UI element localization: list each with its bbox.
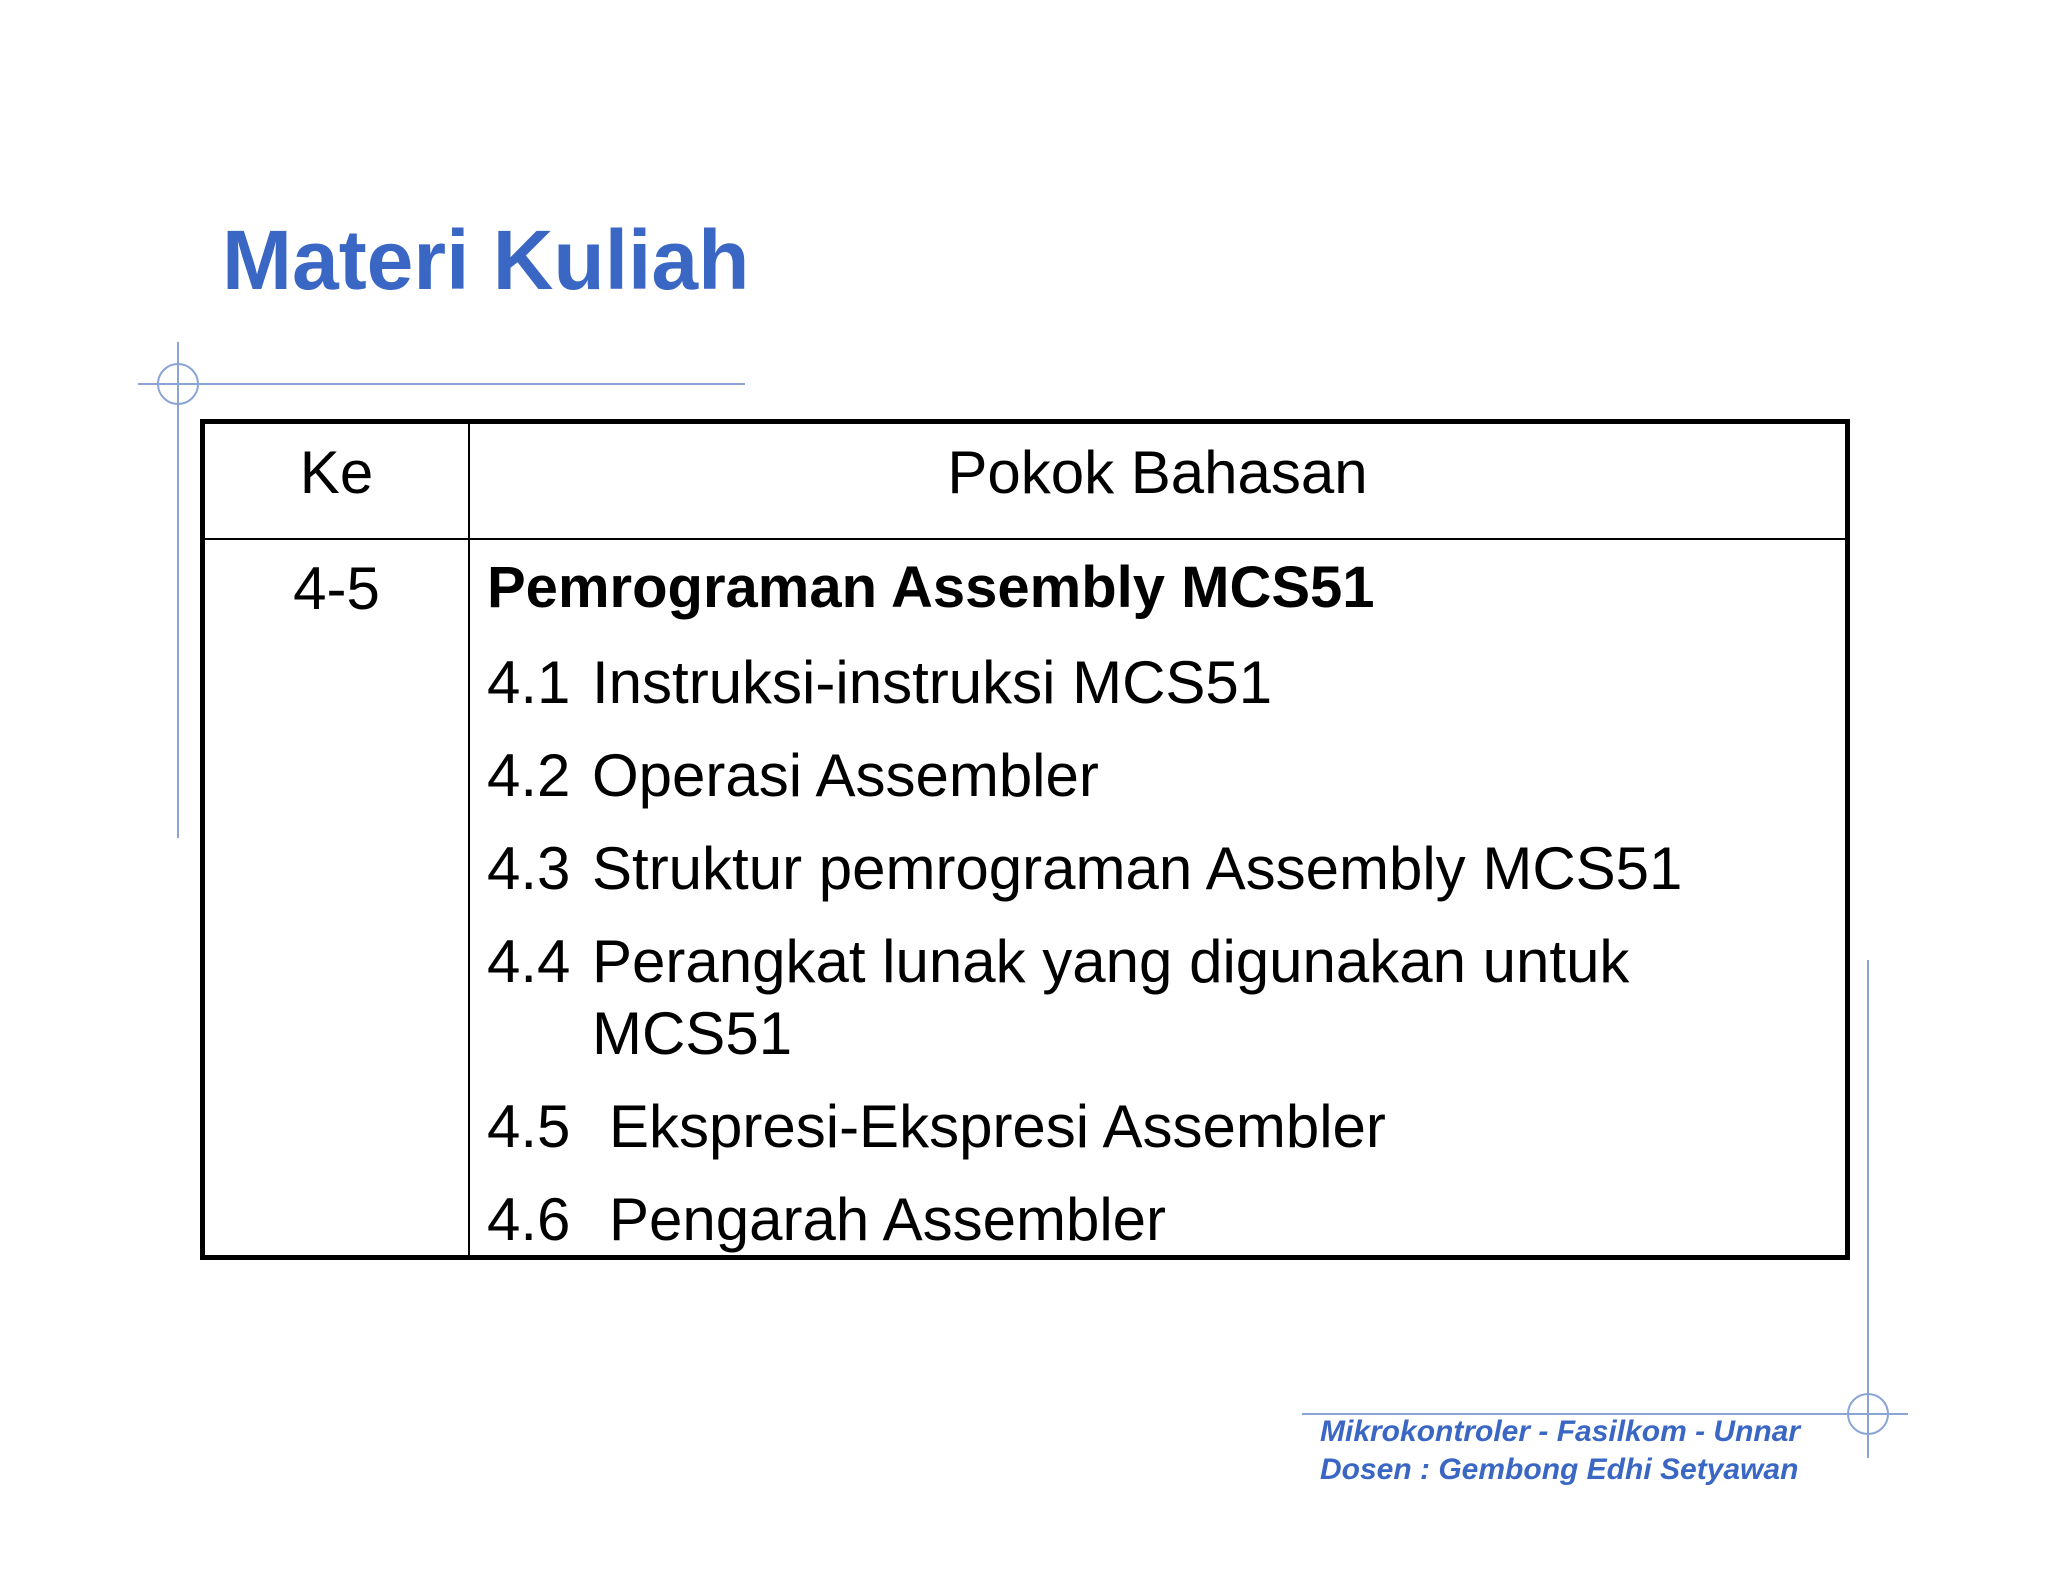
cell-pokok-bahasan bbox=[487, 554, 1827, 1277]
topic-item-number: 4.2 bbox=[487, 742, 571, 809]
topic-item-text: Pengarah Assembler bbox=[609, 1186, 1166, 1253]
column-divider bbox=[468, 424, 470, 1255]
topic-item-text: Instruksi-instruksi MCS51 bbox=[592, 649, 1273, 716]
topic-heading: Pemrograman Assembly MCS51 bbox=[487, 555, 1375, 620]
topic-item bbox=[487, 740, 1827, 812]
topic-item-number: 4.3 bbox=[487, 835, 571, 902]
cell-ke-value: 4-5 bbox=[293, 555, 380, 622]
topic-item-number: 4.5 bbox=[487, 1093, 571, 1160]
topic-item bbox=[487, 647, 1827, 719]
topic-item-text: Ekspresi-Ekspresi Assembler bbox=[609, 1093, 1386, 1160]
footer-lecturer: Dosen : Gembong Edhi Setyawan bbox=[1320, 1453, 1799, 1486]
topic-item bbox=[487, 1184, 1827, 1256]
footer bbox=[1320, 1413, 1800, 1489]
topic-item-number: 4.1 bbox=[487, 649, 571, 716]
header-pokok-bahasan: Pokok Bahasan bbox=[947, 439, 1368, 506]
topic-item bbox=[487, 1091, 1827, 1163]
topic-item-text-line2: MCS51 bbox=[592, 1000, 793, 1067]
topic-item-number: 4.6 bbox=[487, 1186, 571, 1253]
topic-item-text: Struktur pemrograman Assembly MCS51 bbox=[592, 835, 1683, 902]
slide-title: Materi Kuliah bbox=[222, 213, 750, 307]
header-ke: Ke bbox=[299, 439, 374, 506]
topic-item-text-line1: Perangkat lunak yang digunakan untuk bbox=[592, 928, 1630, 995]
topic-item bbox=[487, 833, 1827, 905]
header-row-divider bbox=[205, 538, 1845, 540]
topic-item-text: Operasi Assembler bbox=[592, 742, 1099, 809]
footer-course: Mikrokontroler - Fasilkom - Unnar bbox=[1320, 1415, 1801, 1448]
content-table bbox=[200, 419, 1850, 1260]
topic-item-number: 4.4 bbox=[487, 928, 571, 995]
topic-item bbox=[487, 926, 1827, 1070]
topic-item-text bbox=[592, 926, 1827, 1070]
